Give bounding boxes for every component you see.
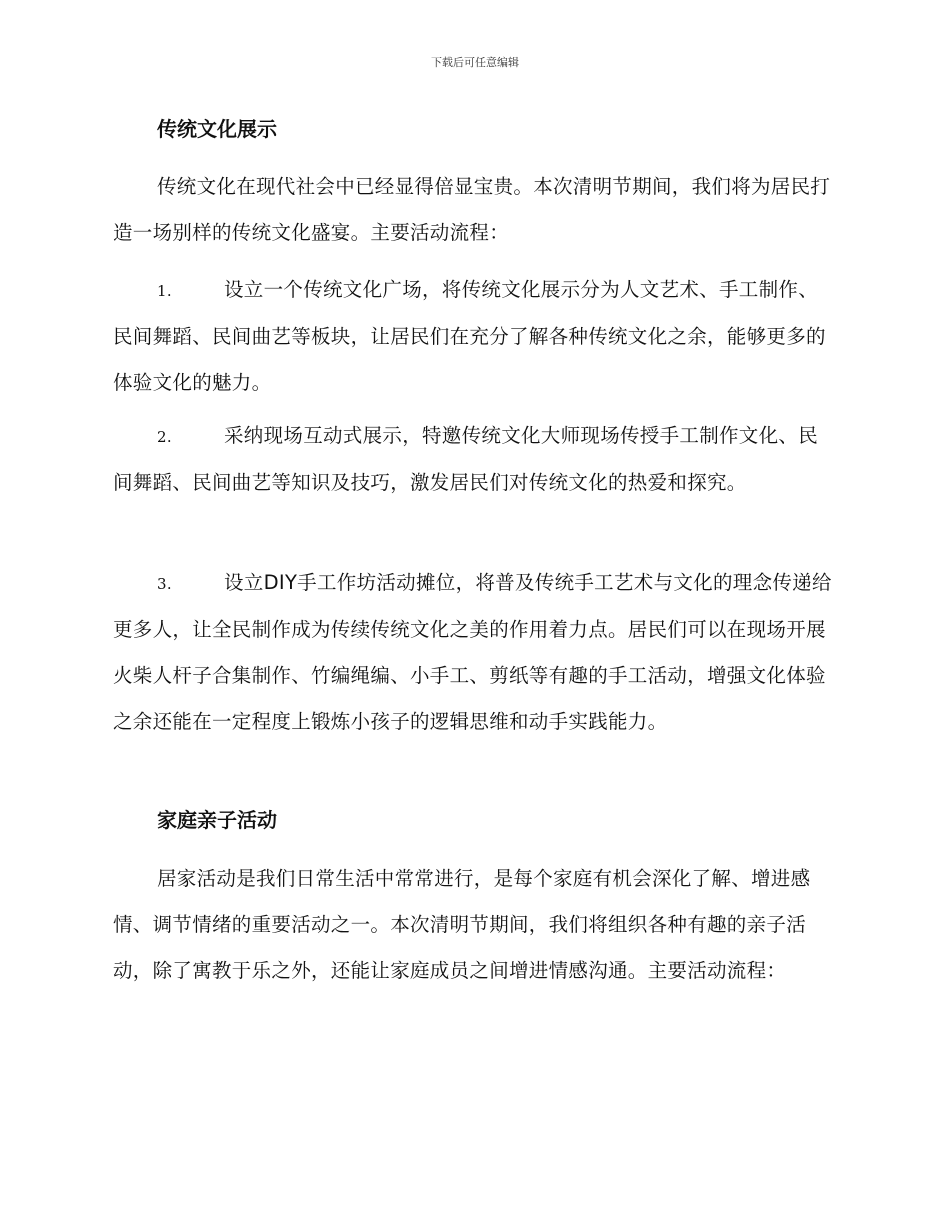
list-text: 设立DIY手工作坊活动摊位，将普及传统手工艺术与文化的理念传递给更多人，让全民制作成为传续传统文化之美的作用着力点。居民们可以在现场开展火柴人杆子合集制作、竹编绳编、小手工、剪纸等有趣的手工活动，增强文化体验之余还能在一定程度上锻炼小孩子的逻辑思维和动手实践能力。 bbox=[113, 571, 832, 733]
section-heading-culture: 传统文化展示 bbox=[157, 117, 277, 141]
list-text: 采纳现场互动式展示，特邀传统文化大师现场传授手工制作文化、民间舞蹈、民间曲艺等知识及技巧，激发居民们对传统文化的热爱和探究。 bbox=[113, 424, 819, 494]
list-item bbox=[113, 560, 833, 745]
section-heading-family: 家庭亲子活动 bbox=[157, 808, 277, 832]
list-item bbox=[113, 267, 833, 406]
list-number: 1. bbox=[157, 282, 172, 300]
section-intro-culture: 传统文化在现代社会中已经显得倍显宝贵。本次清明节期间，我们将为居民打造一场别样的传统文化盛宴。主要活动流程： bbox=[113, 175, 831, 244]
section-intro-family: 居家活动是我们日常生活中常常进行，是每个家庭有机会深化了解、增进感情、调节情绪的重要活动之一。本次清明节期间，我们将组织各种有趣的亲子活动，除了寓教于乐之外，还能让家庭成员之间增进情感沟通。主要活动流程： bbox=[113, 867, 811, 982]
page-header: 下载后可任意编辑 bbox=[431, 56, 519, 69]
list-item bbox=[113, 413, 833, 506]
list-number: 2. bbox=[157, 428, 172, 446]
list-text: 设立一个传统文化广场，将传统文化展示分为人文艺术、手工制作、民间舞蹈、民间曲艺等板块，让居民们在充分了解各种传统文化之余，能够更多的体验文化的魅力。 bbox=[113, 278, 826, 394]
list-number: 3. bbox=[157, 575, 172, 593]
